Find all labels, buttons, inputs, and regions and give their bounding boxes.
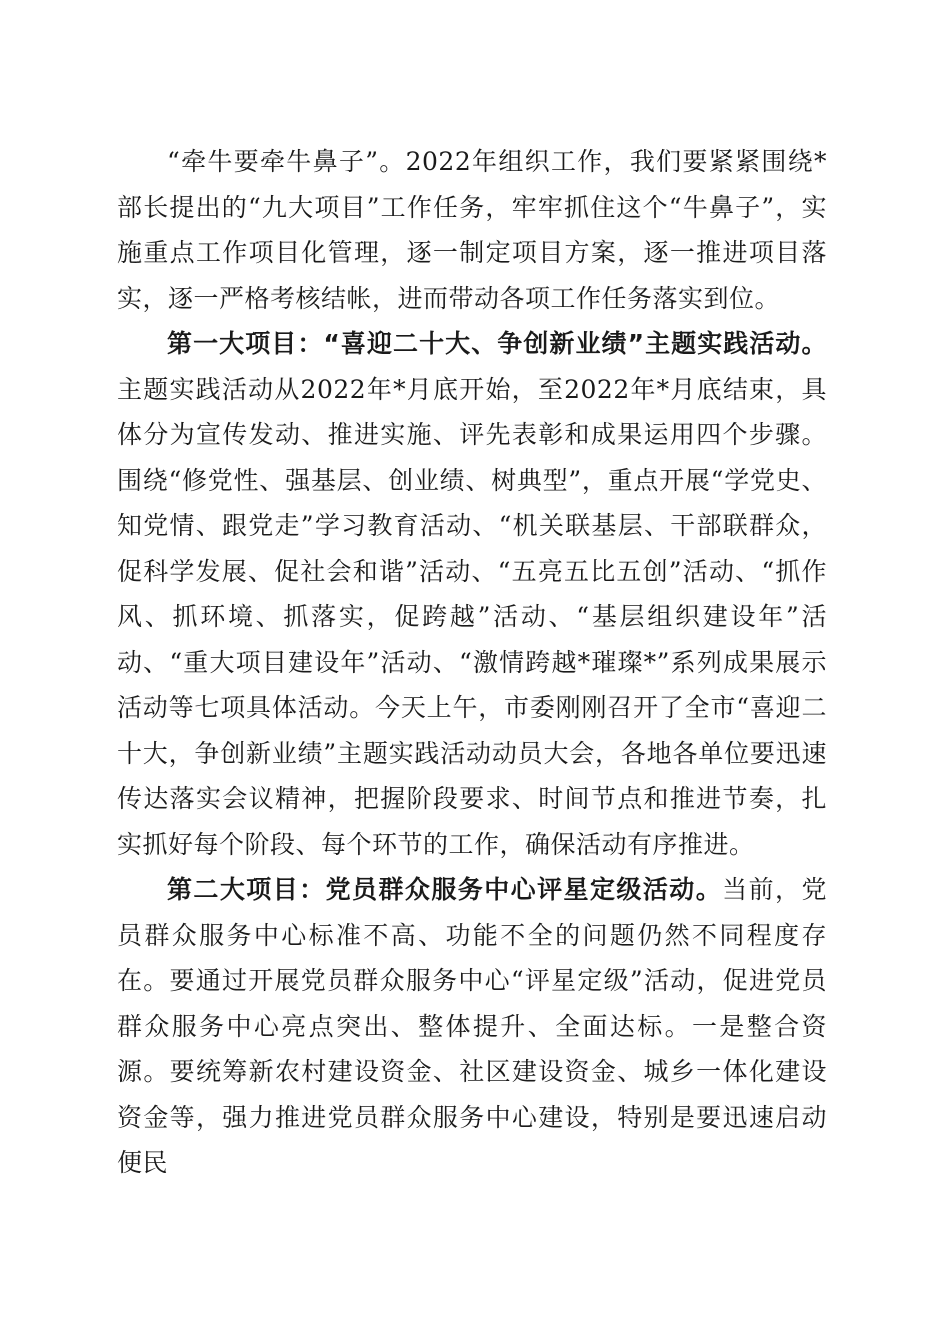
paragraph-lead: 第二大项目：党员群众服务中心评星定级活动。 [167,875,723,904]
paragraph-text: 当前，党员群众服务中心标准不高、功能不全的问题仍然不同程度存在。要通过开展党员群众服务中心“评星定级”活动，促进党员群众服务中心亮点突出、整体提升、全面达标。一是整合资源。要统筹新农村建设资金、社区建设资金、城乡一体化建设资金等，强力推进党员群众服务中心建设，特别是要迅速启动便民 [117,875,827,1177]
paragraph-intro [117,139,827,321]
paragraph-project-1 [117,321,827,867]
paragraph-project-2 [117,867,827,1186]
document-body [117,139,827,1186]
paragraph-text: “牵牛要牵牛鼻子”。2022年组织工作，我们要紧紧围绕*部长提出的“九大项目”工作任务，牢牢抓住这个“牛鼻子”，实施重点工作项目化管理，逐一制定项目方案，逐一推进项目落实，逐一严格考核结帐，进而带动各项工作任务落实到位。 [117,147,827,313]
paragraph-text: 主题实践活动从2022年*月底开始，至2022年*月底结束，具体分为宣传发动、推进实施、评先表彰和成果运用四个步骤。围绕“修党性、强基层、创业绩、树典型”，重点开展“学党史、知党情、跟党走”学习教育活动、“机关联基层、干部联群众，促科学发展、促社会和谐”活动、“五亮五比五创”活动、“抓作风、抓环境、抓落实，促跨越”活动、“基层组织建设年”活动、“重大项目建设年”活动、“激情跨越*璀璨*”系列成果展示活动等七项具体活动。今天上午，市委刚刚召开了全市“喜迎二十大，争创新业绩”主题实践活动动员大会，各地各单位要迅速传达落实会议精神，把握阶段要求、时间节点和推进节奏，扎实抓好每个阶段、每个环节的工作，确保活动有序推进。 [117,374,827,859]
paragraph-lead: 第一大项目：“喜迎二十大、争创新业绩”主题实践活动。 [167,329,827,358]
